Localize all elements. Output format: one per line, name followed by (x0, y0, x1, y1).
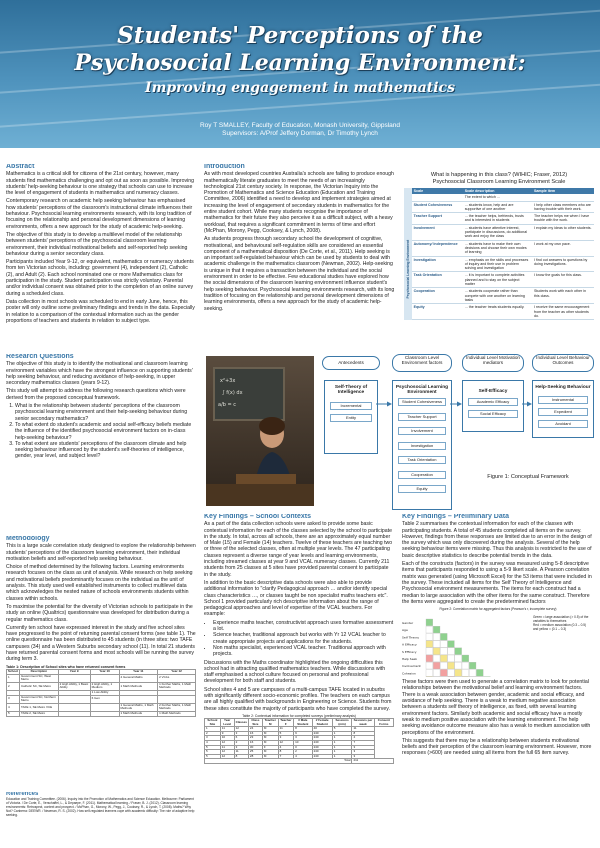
table2-col-header: # Male Student (294, 719, 313, 727)
wihic-section (404, 172, 594, 352)
table2-cell: 4 (352, 736, 374, 741)
matrix-cell (455, 648, 462, 655)
wihic-row (412, 213, 594, 225)
matrix-cell (448, 655, 455, 662)
methodology-paragraph: This is a large scale correlation study designed to explore the relationship between students' perceptions of the classroom learning environment, their individual motivation beliefs and self-reported help seeking behaviour. (6, 543, 196, 562)
key-schools-paragraph: In addition to the basic descriptive data schools were also able to provide additional information to "clarify Pedagogical approach … and/or identify special class characteristics …, or classes taught be non specialist maths teachers etc". School 1 provided particularly rich descriptive information about the range of pedagogical approaches and level of expertise of the VCAL teachers. For example: (204, 579, 388, 618)
framework-box-help-seeking-title: Help-Seeking Behaviour (535, 385, 591, 390)
table2-cell: 11 (278, 727, 293, 732)
table2-cell: 10 (220, 736, 234, 741)
rq-paragraph: The objective of this study is to identify the motivational and classroom learning environment variables which have the strongest influence on supporting students' help seeking behaviour, and reducing avoidance of help-seeking, in upper secondary mathematics classes (years 9-12). (6, 361, 193, 387)
table2-cell: 240 (312, 750, 332, 755)
table2-cell: 3 (352, 745, 374, 750)
wihic-cell-desc: ... the teacher treats students equally. (463, 304, 532, 320)
wihic-caption: Psychosocial Classroom Learning Environment Scale (432, 179, 566, 185)
table2-cell: 1 (332, 750, 352, 755)
matrix-cell (426, 619, 433, 626)
table1-cell: 1 (7, 674, 20, 682)
table1-cell: 6 Gen (90, 695, 119, 703)
wihic-intro-row (412, 194, 594, 201)
key-schools-bullet: • Science teacher, traditional approach but works with Yr 12 VCAL teacher to create appropriate projects and applications for the students. (213, 632, 394, 645)
table2-cell: 12 (220, 750, 234, 755)
svg-text:∫ f(x) dx: ∫ f(x) dx (222, 390, 243, 396)
wihic-cell-desc: ... students have to make their own decisions and choose their own modes of learning (463, 240, 532, 256)
classroom-photo (206, 356, 314, 506)
framework-box-self-efficacy-title: Self-Efficacy (478, 389, 508, 394)
table2-cell: 5 (205, 750, 221, 755)
matrix-row-label: Self Theory (402, 635, 420, 640)
methodology-heading: Methodology (6, 536, 50, 542)
table2-cell: 8 (278, 750, 293, 755)
matrix-cell (440, 641, 447, 648)
matrix-note: Green = large association (> 0.5) of the variables to themselves (533, 615, 589, 624)
matrix-cell (476, 670, 483, 677)
matrix-note: Red = medium association (0.3 – 0.5) and yellow = (0.1 – 0.3) (533, 623, 587, 632)
key-schools-bullets (204, 620, 394, 658)
key-findings-prelim-heading: Key Findings – Preliminary Data (402, 514, 509, 520)
table2-cell: 24 (248, 727, 262, 732)
table2-cell: 11 (220, 727, 234, 732)
table1-cell (58, 711, 90, 716)
framework-item: Task Orientation (398, 456, 446, 464)
table2-cell: 2 (205, 731, 221, 736)
table1-cell (58, 703, 90, 711)
matrix-cell (440, 648, 447, 655)
key-schools-paragraph: School sites 4 and 5 are campuses of a multi-campus TAFE located in suburbs with significantly different socio-economic profiles. The teachers on each campus are all highly qualified with backgrounds in Engineering or Science. Students from these sites constitute the majority of participants who have completed the survey. (204, 686, 392, 712)
table2-cell: 3 (205, 736, 221, 741)
table1-cell: Government SC, West Metro (20, 674, 59, 682)
table1-col-header: Year 10 (90, 670, 119, 675)
framework-caption: Figure 1: Conceptual Framework (487, 474, 569, 480)
table2-col-header: School Site (205, 719, 221, 727)
wihic-row (412, 240, 594, 256)
research-questions-heading: Research Questions (6, 354, 74, 360)
table2-cell: 240 (312, 754, 332, 759)
matrix-cell (469, 662, 476, 669)
table2-col-header: Year Level (220, 719, 234, 727)
framework-item: Avoidant (538, 420, 588, 428)
wihic-row (412, 304, 594, 320)
wihic-intro-cell: The extent to which ... (463, 194, 532, 201)
table2-cell: 240 (312, 731, 332, 736)
key-findings-schools-section (204, 514, 394, 844)
matrix-cell (440, 670, 447, 677)
table1-cell: 1 General Maths, 1 Math Methods (119, 703, 158, 711)
matrix-cell (426, 662, 433, 669)
matrix-cell (448, 670, 455, 677)
table1-cell: 1 Math Methods (119, 682, 158, 690)
table2-cell: 11 (220, 745, 234, 750)
table2-cell: 2 (234, 741, 248, 746)
key-schools-paragraph: As a part of the data collection schools were asked to provide some basic contextual information for each of the classes selected by the school to participate in the study. In total, across all schools, there are an approximately equal number of Male (15) and Female (14) teachers. Twelve of these teachers are teaching two or three of the selected classes, often at multiple year levels. The 47 participating classes represent a diverse range of year levels and learning environments, including streamed classes at year 9 and VCAL numeracy classes. Currently 211 students from 25 classes at 5 sites have provided parental consent to participate in the study. (204, 521, 393, 578)
table1-cell: Government SC, Northern Metro (20, 695, 59, 703)
matrix-cell (455, 655, 462, 662)
rq-paragraph: This study will attempt to address the following research questions which were derived from the proposed conceptual framework. (6, 388, 186, 401)
table2-cell: 12 (220, 754, 234, 759)
table1-cell (90, 711, 119, 716)
matrix-cell (433, 648, 440, 655)
table2-cell: 28 (248, 754, 262, 759)
framework-head-motivation: Individual Level Motivation mediators (462, 354, 524, 372)
conceptual-framework (318, 354, 596, 514)
introduction-heading: Introduction (204, 164, 245, 170)
table2-cell: 240 (312, 736, 332, 741)
table2-col-header: # Female Student (312, 719, 332, 727)
matrix-cell (433, 634, 440, 641)
table2-cell: 240 (312, 745, 332, 750)
matrix-cell (462, 670, 469, 677)
table2-col-header: Classes (234, 719, 248, 727)
matrix-cell (462, 662, 469, 669)
table2-col-header: Teacher F (278, 719, 293, 727)
table2-cell: 6 (234, 736, 248, 741)
wihic-cell-scale: Task Orientation (412, 272, 463, 288)
table2-cell: 7 (278, 754, 293, 759)
matrix-cell (448, 648, 455, 655)
wihic-cell-scale: Cooperation (412, 288, 463, 304)
matrix-cell (433, 662, 440, 669)
table1-cell: 1 Low Ability (90, 691, 119, 696)
table2-cell: 40 (312, 727, 332, 732)
wihic-cell-scale: Equity (412, 304, 463, 320)
framework-item: Social Efficacy (468, 410, 518, 418)
table2-cell: 8 (234, 754, 248, 759)
table2-cell: 7 (352, 741, 374, 746)
framework-head-classroom: Classroom Level Environment factors (392, 354, 452, 372)
table2-cell: 4 (278, 745, 293, 750)
matrix-row-label: S Efficacy (402, 649, 417, 654)
key-prelim-paragraph: Table 2 summarises the contextual information for each of the classes with participating students. A total of 45 students completed all items on the survey. However, findings from these responses are limited due to an error in the design of the survey which was only discovered during the analysis. Several of the help seeking behaviour items were missing. Thus this analysis is restricted to the use of basic descriptive statistics to describe potential trends in the data. (402, 521, 592, 559)
matrix-row-label: Age (402, 628, 408, 633)
table2-cell: 9 (294, 731, 313, 736)
wihic-col-item: Sample item (532, 188, 594, 194)
table1-cell: 1 Math Methods (158, 711, 196, 716)
table1-cell: TAFE 2, SE Metro (20, 711, 59, 716)
table2-cell: 12 (234, 727, 248, 732)
rq-item: 3. To what extent are students' perceptions of the classroom climate and help seeking behaviour influenced by the student's self-theories of intelligence, gender, year level, and subject level? (15, 441, 196, 460)
table1-col-header: Description (20, 670, 59, 675)
matrix-cell (440, 662, 447, 669)
matrix-row-label: Involvement (402, 664, 421, 669)
matrix-cell (433, 655, 440, 662)
table2-cell: 0 (294, 745, 313, 750)
table2-cell: M (262, 727, 278, 732)
methodology-paragraph: To maximise the potential for the diversity of Victorian schools to participate in the study an online (Qualtrics) questionnaire was developed for distribution during a regular mathematics class. (6, 603, 193, 623)
wihic-cell-scale: Involvement (412, 224, 463, 240)
table2-cell: 2 (294, 750, 313, 755)
table1-cell: 3 (7, 695, 20, 703)
table2-cell: 5 (278, 731, 293, 736)
framework-box-self-efficacy (462, 380, 524, 432)
table2-col-header: Sessions per week (353, 718, 373, 726)
table2-cell: 10 (294, 741, 313, 746)
key-prelim-paragraph: These factors were then used to generate a correlation matrix to look for potential relationships between the motivational belief and learning environment factors. There is a weak association between gender, academic and social efficacy, and avoidance of help seeking. There is a weak to medium negative association between a students self theory of intelligence, as fixed, with several learning environment factors. Similarly both academic and social efficacy have a mostly weak to medium positive association with the learning environment. The help seeking avoidance outcome measure also has a weak to medium association with perceptions of the environment. (402, 679, 591, 736)
table1-cell: 1 Math Methods (119, 711, 158, 716)
framework-box-self-theory-title: Self-Theory of Intelligence (334, 385, 368, 396)
abstract-section (6, 164, 196, 348)
table2-cell: 5 (205, 745, 221, 750)
wihic-side-band (404, 188, 412, 320)
table1-cell (90, 703, 119, 711)
poster-title-line1: Students' Perceptions of the (117, 22, 483, 49)
table-row (7, 711, 196, 716)
table2-cell: 8 (352, 731, 374, 736)
matrix-cell (433, 641, 440, 648)
table2-caption: Table 2: Contextual information for completed surveys (preliminary analysis) (242, 713, 356, 718)
matrix-cell (433, 626, 440, 633)
key-schools-paragraph: Discussions with the Maths coordinator highlighted the ongoing difficulties this school had in attracting qualified mathematics teachers. While discussions with staff emphasised a school culture focused on personal and professional development for both staff and students. (204, 659, 386, 685)
abstract-paragraph: Mathematics is a critical skill for citizens of the 21st century, however, many students find mathematics challenging and opt out as soon as possible. Improving students' help-seeking behaviour is one strategy that schools can use to increase the level of engagement of students in mathematics and numeracy classes. (6, 171, 195, 197)
framework-head-antecedents: Antecedents (322, 356, 380, 370)
abstract-heading: Abstract (6, 164, 35, 170)
table2-cell: 1 (332, 745, 352, 750)
matrix-cell (426, 641, 433, 648)
wihic-cell-item: I help other class members who are having trouble with their work. (532, 201, 594, 213)
methodology-paragraph: Choice of method determined by the following factors. Learning environments research focuses on the class as unit of analysis. While research on help seeking and motivational beliefs predominantly focuses on the individual as the unit of analysis. This study used well established instruments to collect multilevel data which acknowledges the nested nature of schools environments students within classes within schools. (6, 564, 193, 602)
research-questions-section (6, 354, 196, 530)
wihic-cell-scale: Investigation (412, 256, 463, 272)
key-prelim-paragraph: This suggests that there may be a relationship between students motivational beliefs and their perception of the classroom learning environment. However, more responses (>600) are needed using all items from the full 65 item survey. (402, 737, 592, 757)
table1-cell: 4 General Maths (119, 674, 158, 682)
key-findings-schools-heading: Key Findings – School Contexts (204, 514, 311, 520)
table2-col-header: Teacher M (262, 719, 278, 727)
references-section (6, 792, 196, 844)
table2-cell: F (262, 745, 278, 750)
table1-cell: 2 High Ability, 1 Medium (90, 682, 119, 690)
matrix-cell (440, 634, 447, 641)
table2-cell: 16 (248, 741, 262, 746)
table2-cell: 1 (332, 754, 352, 759)
wihic-cell-scale: Student Cohesiveness (412, 201, 463, 213)
table1-col-header: School (8, 669, 19, 674)
matrix-cell (426, 634, 433, 641)
table2-cell: 4 (205, 741, 221, 746)
table2-cell: M (262, 754, 278, 759)
introduction-paragraph: As students progress through secondary school the development of cognitive, motivational, and behavioural self-regulation skills are considered an essential component of a mathematical disposition (De Corte, et al., 2011). Help seeking is an important self-regulated behaviour which can be used by students to deal with academic challenge in the mathematics classroom (Newman, 2002). Help-seeking is unique in that it requires a transaction between the individual and the social environment in order to be effective. Few educational studies have explored how the social dimensions of the classroom learning environment influence student's help seeking behaviour. Psychosocial learning environments research, with its long tradition of focusing on the relationship and personal development dimensions of learning environments, offers a new approach for the study of academic help-seeking. (204, 236, 395, 312)
wihic-cell-desc: ... the teacher helps, befriends, trusts and is interested in students (463, 213, 532, 225)
table2-cell: 11 (234, 750, 248, 755)
wihic-cell-scale: Teacher Support (412, 213, 463, 225)
correlation-matrix (402, 611, 530, 677)
wihic-question: What is happening in this class? (WIHIC; Fraser, 2012) (430, 172, 568, 178)
framework-item: Investigation (398, 442, 446, 450)
table2-header-row (205, 719, 394, 727)
wihic-cell-desc: ... students cooperate rather than compete with one another on learning tasks (463, 288, 532, 304)
key-prelim-paragraph: Each of the constructs (factors) in the survey was measured using 5-8 descriptive items that participants responded to using a 5-9 likert scale. A Pearson correlation matrix was generated (using Microsoft Excel) for the 53 items that were included in the survey. These included all items for the Self Theory of Intelligence and Psychosocial environment measurements. The items for each construct had a median to large association with the other items for the same construct. Therefore the items were aggregated to create the predetermined factors (402, 561, 592, 605)
framework-item: Expedient (538, 408, 588, 416)
framework-item: Cooperation (398, 471, 446, 479)
matrix-cell (455, 670, 462, 677)
abstract-paragraph: The objective of this study is to develop a multilevel model of the relationship between students' perceptions of the psychosocial classroom learning environment, their individual motivational beliefs and self-reported help seeking behaviour during a senior secondary class. (6, 231, 188, 257)
table2-total-label: Total (205, 759, 352, 764)
table1-col-header: Year 11 (119, 670, 158, 675)
framework-box-psychosocial-title: Psychosocial Learning Environment (395, 385, 449, 396)
matrix-row-label: Gender (402, 621, 414, 626)
framework-head-behaviour: Individual Level Behaviour Outcomes (532, 354, 594, 372)
table2-total-row (205, 759, 394, 764)
matrix-cell (448, 641, 455, 648)
table2-cell: 1 (332, 736, 352, 741)
wihic-cell-item: I receive the same encouragement from the teacher as other students do. (532, 304, 594, 320)
wihic-cell-item: I know the goals for this class. (532, 272, 594, 288)
table1-col-header: Year 12 (158, 670, 196, 675)
table2-cell: 11 (352, 727, 374, 732)
matrix-row-label: Cohesion (402, 671, 416, 676)
table2-cell: 5 (205, 754, 221, 759)
table2-cell: 23 (248, 736, 262, 741)
methodology-paragraph: Currently ten school have expressed interest in the study and five school sites have progressed to the point of returning parental consent forms (see table 1). The online questionnaire has been distributed to 45 students (in three sites: two TAFE campuses (34) and a Western Suburbs secondary school (11). In total 21 students have returned parental consent forms and most schools will be running the survey during term 3. (6, 624, 196, 663)
table2-total-value: 211 (352, 759, 394, 764)
wihic-cell-item: The teacher helps me when I have trouble with the work. (532, 213, 594, 225)
poster-title-line2: Psychosocial Learning Environment: (74, 50, 526, 76)
table1-cell (58, 695, 90, 703)
poster-subtitle: Improving engagement in mathematics (145, 80, 455, 96)
wihic-cell-desc: ... students have attentive interest, participate in discussions, do additional work and enjoy the class (463, 224, 532, 240)
table1-cell: 2 Further Maths, 1 Math Methods (158, 703, 196, 711)
table2 (204, 718, 394, 764)
svg-text:a/b = c: a/b = c (218, 402, 237, 408)
table2-cell: M (262, 736, 278, 741)
table1-cell: TAFE 1, SE Metro VCE (20, 703, 59, 711)
table1-cell: 2 VCAL (158, 674, 196, 682)
wihic-cell-item: Students work with each other in this class. (532, 288, 594, 304)
abstract-paragraph: Data collection in most schools was scheduled to end in early June, hence, this poster will only outline some preliminary findings and trends in the data. Especially in relation to a comparison of the contextual information such as the gender proportions of teachers and students in relation to subject type. (6, 298, 195, 324)
framework-item: Teacher Support (398, 413, 446, 421)
wihic-row (412, 272, 594, 288)
wihic-cell-item: I find out answers to questions by doing investigations. (532, 256, 594, 272)
matrix-cell (426, 648, 433, 655)
framework-item: Incremental (330, 402, 372, 410)
wihic-side-label: Psychosocial Learning Environment (405, 239, 410, 299)
matrix-cell (462, 655, 469, 662)
introduction-paragraph: As with most developed countries Australia's schools are failing to produce enough mathematically literate graduates to meet the needs of an increasingly technological 21st century society. In response, the Victorian Inquiry into the Promotion of Mathematics and Science Education (Education and Training Committee, 2006) identified a need to develop and implement strategies aimed at increasing the level of engagement of secondary students in mathematics for the entire student cohort. While many students recognise the importance of mathematics for their future they also perceive it as a difficult subject, with a heavy workload, that requires a significant commitment in terms of time and effort (McPhan, Morony, Pegg, Cooksey, & Lynch, 2008). (204, 171, 394, 234)
table2-col-header: Class Size (248, 719, 262, 727)
table2-cell: 3 (294, 736, 313, 741)
table1-cell: Catholic SC, SE Metro (20, 682, 59, 690)
supervisor-line: Supervisors: A/Prof Jeffery Dorman, Dr Timothy Lynch (222, 130, 378, 137)
table2-cell: 3 (234, 745, 248, 750)
wihic-cell-desc: ... it is important to complete activities planned and to stay on the subject matter (463, 272, 532, 288)
table2-cell: M (262, 750, 278, 755)
table2-cell: 3 (278, 736, 293, 741)
table2-cell: 1 (332, 731, 352, 736)
table1-cell: 2 High Ability, 1 Basic Ability (59, 681, 89, 690)
table1 (6, 669, 196, 717)
table2-cell: 25 (248, 750, 262, 755)
wihic-col-scale: Scale (412, 188, 463, 194)
wihic-row (412, 288, 594, 304)
abstract-paragraph: Contemporary research on academic help seeking behaviour has emphasised how students' perceptions of the classroom's instructional climate influences their behaviour. Psychosocial learning environments research, with its long tradition of focusing on the relationship and personal development dimensions of learning environments, offers a new approach for the study of academic help-seeking. (6, 198, 193, 230)
references-heading: References (6, 792, 39, 797)
table2-cell: 4 (294, 754, 313, 759)
table2-cell: 5 (332, 727, 352, 732)
wihic-col-desc: Scale description (463, 188, 532, 194)
rq-list (6, 403, 196, 460)
framework-item: Student Cohesiveness (398, 398, 446, 406)
figure2-caption: Figure 2: Correlation matrix for aggregated factors (Pearson's r, incomplete survey) (439, 607, 557, 612)
matrix-cell (426, 626, 433, 633)
table2-cell: 16 (248, 731, 262, 736)
wihic-cell-desc: ... emphasis on the skills and processes of inquiry and their use in problem solving and investigation (463, 256, 532, 272)
introduction-section (204, 164, 396, 348)
author-line: Roy T SMALLEY, Faculty of Education, Monash University, Gippsland (199, 122, 401, 129)
wihic-row (412, 256, 594, 272)
table2-col-header: Sessions (min) (332, 719, 352, 727)
svg-text:x²+3x: x²+3x (220, 378, 236, 384)
key-findings-prelim-section (402, 514, 594, 844)
rq-item: 1. What is the relationship between students' perceptions of the classroom psychosocial learning environment and their help-seeking behaviour during senior secondary mathematics? (15, 403, 196, 422)
key-schools-bullet: • Non maths specialist, experienced VCAL teacher. Traditional approach with projects. (213, 645, 394, 658)
rq-item: 2. To what extent do student's academic and social self-efficacy beliefs mediate the influence of the identified psychosocial environment factors on in-class help-seeking behaviour? (15, 422, 196, 441)
table1-cell: 4 (7, 703, 20, 711)
wihic-cell-scale: Autonomy/ Independence (412, 240, 463, 256)
table2-cell: 3 (352, 754, 374, 759)
table2-cell: 30 (248, 745, 262, 750)
table2-cell: 240 (312, 741, 332, 746)
matrix-cell (469, 670, 476, 677)
wihic-cell-desc: ... students know, help and are supportive of one another (463, 201, 532, 213)
table1-cell: 2 (7, 682, 20, 690)
matrix-row-label: A Efficacy (402, 642, 417, 647)
table2-col-header: Consent Forms (374, 719, 393, 727)
table1-cell: 1 Further Maths, 1 Math Methods (158, 682, 196, 690)
wihic-table (412, 188, 594, 320)
wihic-cell-item: I work at my own pace. (532, 240, 594, 256)
framework-item: Academic Efficacy (468, 398, 518, 406)
table2-cell: 3 (352, 750, 374, 755)
table2-cell: 1 (205, 727, 221, 732)
matrix-cell (433, 670, 440, 677)
framework-item: Entity (330, 414, 372, 422)
table2-cell: 3 (234, 731, 248, 736)
classroom-photo-art (206, 356, 314, 506)
poster-header (0, 0, 600, 148)
table2-cell: 12 (220, 741, 234, 746)
table2-cell: M (262, 741, 278, 746)
table2-cell: 9 (220, 731, 234, 736)
wihic-row (412, 224, 594, 240)
table1-cell: 5 (7, 711, 20, 716)
table2-cell: 8 (294, 727, 313, 732)
matrix-cell (440, 655, 447, 662)
key-schools-bullet: • Experience maths teacher, constructivist approach uses formative assessment a lot. (213, 620, 394, 633)
wihic-cell-item: I explain my ideas to other students. (532, 224, 594, 240)
framework-item: Involvement (398, 427, 446, 435)
poster-authors (0, 122, 600, 138)
matrix-cell (426, 670, 433, 677)
wihic-row (412, 201, 594, 213)
matrix-cell (426, 655, 433, 662)
table2-cell: 1 (332, 741, 352, 746)
framework-item: Equity (398, 485, 446, 493)
table1-col-header: Year 9 (58, 670, 90, 675)
matrix-row-label: Help Seek (402, 657, 418, 662)
table2-cell: M (262, 731, 278, 736)
abstract-paragraph: Participants included Year 9-12, or equivalent, mathematics or numeracy students from ten Victorian schools, including: government (4), independent (2), Catholic (2), and Adult (2). Each school nominated one or more Mathematics class for participation in the study. Student participation was strictly voluntary. Parental and/or individual consent was obtained prior to the completion of an online survey during a scheduled class. (6, 259, 194, 297)
methodology-section (6, 536, 196, 790)
references-text: Education and Training Committee. (2006). Inquiry into the Promotion of Mathematics and Science Education. Melbourne: Parliament of Victoria. / De Corte, E., Verschaffel, L., & Depaepe, F. (2011). Mathematical learning. / Fraser, B. J. (2012). Classroom learning environments: Retrospect, context and prospect. / McPhan, G., Morony, W., Pegg, J., Cooksey, R., & Lynch, T. (2008). Maths? Why Not? Canberra: DEEWR. / Newman, R. S. (2002). How self-regulated learners cope with academic difficulty: The role of adaptive help seeking. (6, 797, 195, 817)
matrix-cell (455, 662, 462, 669)
matrix-cell (448, 662, 455, 669)
table2-cell: 12 (278, 741, 293, 746)
framework-item: Instrumental (538, 396, 588, 404)
table1-caption: Table 1: Description of School sites who have returned consent forms (6, 664, 126, 669)
